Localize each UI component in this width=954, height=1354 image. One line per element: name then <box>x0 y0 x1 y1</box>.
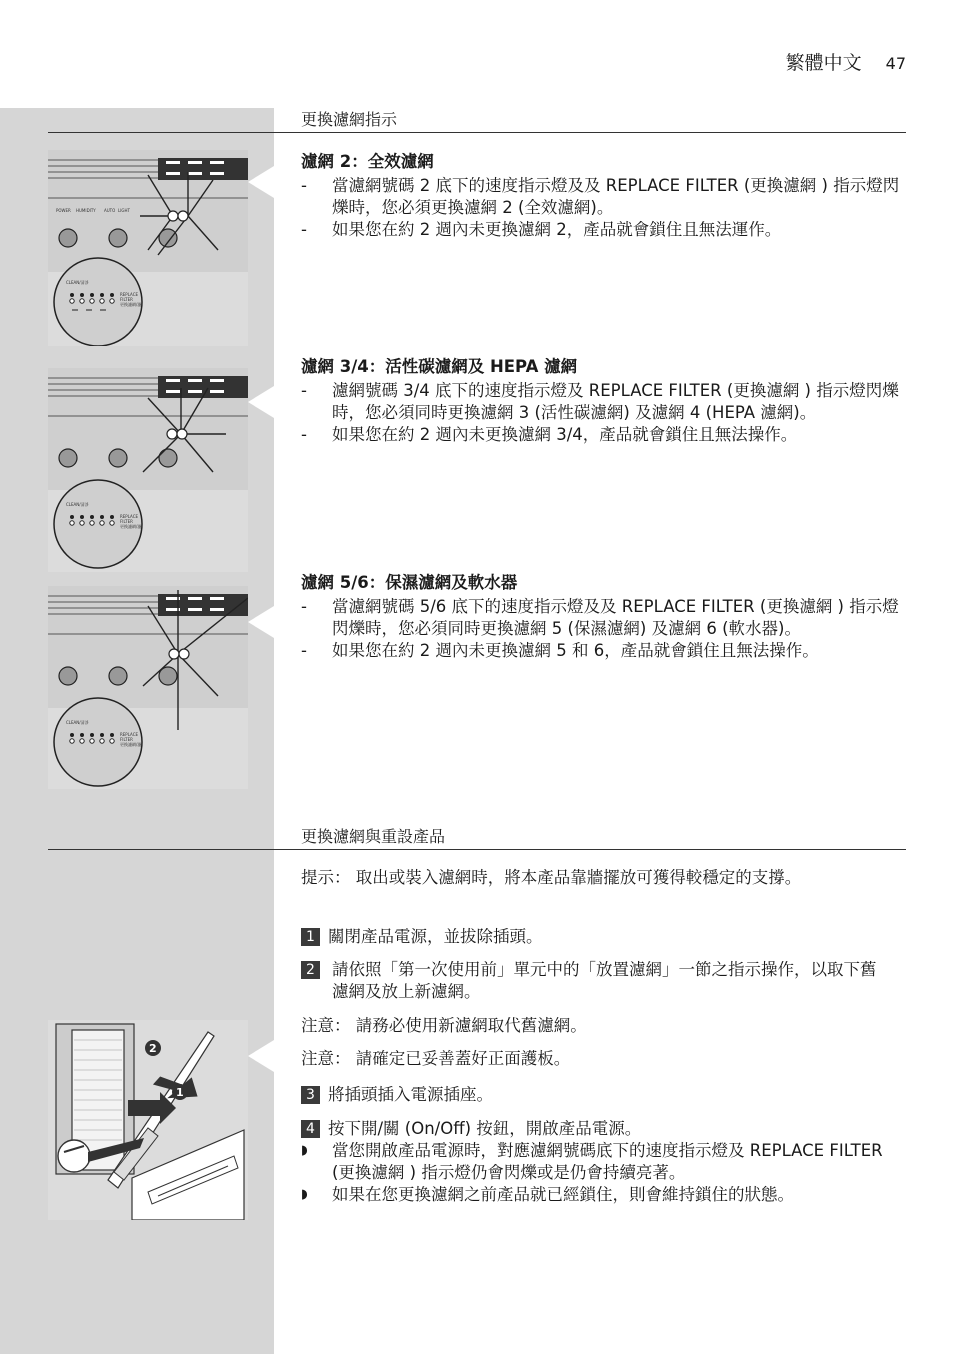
figure-pointer <box>248 1040 274 1072</box>
section-divider <box>48 849 906 850</box>
figure-pointer <box>248 166 274 198</box>
step-number: 2 <box>301 961 320 979</box>
section-divider <box>48 132 906 133</box>
replace-zh-label: 更換濾網/濾 <box>120 302 142 307</box>
step-number: 4 <box>301 1120 320 1138</box>
step-3: 3 將插頭插入電源插座。 <box>301 1084 891 1106</box>
section-title-filter-indicator: 更換濾網指示 <box>301 110 398 129</box>
step-1: 1 關閉產品電源，並拔除插頭。 <box>301 926 891 948</box>
list-item: - 當濾網號碼 5/6 底下的速度指示燈及及 REPLACE FILTER (更換濾網 ) 指示燈閃爍時，您必須同時更換濾網 5 (保濕濾網) 及濾網 6 (軟水器)。 <box>301 597 899 638</box>
svg-text:CLEAN/清淨: CLEAN/清淨 <box>66 502 89 507</box>
svg-text:REPLACE: REPLACE <box>120 514 139 519</box>
list-item: - 如果您在約 2 週內未更換濾網 3/4，產品就會鎖住且無法操作。 <box>301 425 798 444</box>
svg-text:更換濾網/濾: 更換濾網/濾 <box>120 524 142 529</box>
note-2: 注意： 請確定已妥善蓋好正面護板。 <box>301 1049 571 1068</box>
filter-label: FILTER <box>120 297 133 302</box>
page-number: 47 <box>885 54 906 73</box>
filter-56-block <box>301 572 907 662</box>
step-a-label: 2 <box>149 1042 157 1055</box>
step-number: 3 <box>301 1086 320 1104</box>
filter-2-heading: 濾網 2：全效濾網 <box>301 152 434 171</box>
section-title-replace-reset: 更換濾網與重設產品 <box>301 827 446 846</box>
svg-text:CLEAN/清淨: CLEAN/清淨 <box>66 720 89 725</box>
filter-34-block <box>301 356 907 446</box>
svg-text:更換濾網/濾: 更換濾網/濾 <box>120 742 142 747</box>
figure-pointer <box>248 386 274 418</box>
list-item: - 當濾網號碼 2 底下的速度指示燈及及 REPLACE FILTER (更換濾網 ) 指示燈閃爍時，您必須更換濾網 2 (全效濾網)。 <box>301 176 900 217</box>
step-2: 2 請依照「第一次使用前」單元中的「放置濾網」一節之指示操作，以取下舊濾網及放上新濾網。 <box>301 959 891 1003</box>
step-4: 4 按下開/關 (On/Off) 按鈕，開啟產品電源。 ◗ 當您開啟產品電源時，對應濾網號碼底下的速度指示燈及 REPLACE FILTER (更換濾網 ) 指示燈仍會閃爍或是仍會持續亮著。 ◗ 如果在您更換濾網之前產品就已經鎖住，則會維持鎖住的狀態。 <box>301 1118 891 1206</box>
note-1: 注意： 請務必使用新濾網取代舊濾網。 <box>301 1016 587 1035</box>
language-label: 繁體中文 <box>785 52 862 74</box>
control-panel-figure-3 <box>48 586 248 789</box>
svg-text:REPLACE: REPLACE <box>120 732 139 737</box>
svg-text:AUTO: AUTO <box>104 208 116 213</box>
replace-label: REPLACE <box>120 292 139 297</box>
svg-text:LIGHT: LIGHT <box>118 208 130 213</box>
list-item: - 如果您在約 2 週內未更換濾網 5 和 6，產品就會鎖住且無法操作。 <box>301 641 819 660</box>
svg-text:FILTER: FILTER <box>120 519 133 524</box>
list-item: - 如果您在約 2 週內未更換濾網 2，產品就會鎖住且無法運作。 <box>301 220 782 239</box>
figure-pointer <box>248 606 274 638</box>
filter-34-heading: 濾網 3/4：活性碳濾網及 HEPA 濾網 <box>301 357 578 376</box>
filter-2-block <box>301 151 907 241</box>
tip-text: 提示： 取出或裝入濾網時，將本產品靠牆擺放可獲得較穩定的支撐。 <box>301 868 802 887</box>
svg-text:POWER: POWER <box>56 208 71 213</box>
control-panel-figure-2 <box>48 368 248 572</box>
control-panel-figure-1 <box>48 150 248 346</box>
filter-56-heading: 濾網 5/6：保濕濾網及軟水器 <box>301 573 518 592</box>
page-header <box>786 48 906 75</box>
list-item: - 濾網號碼 3/4 底下的速度指示燈及 REPLACE FILTER (更換濾網 ) 指示燈閃爍時，您必須同時更換濾網 3 (活性碳濾網) 及濾網 4 (HEPA 濾網)。 <box>301 381 899 422</box>
step-number: 1 <box>301 928 320 946</box>
step-b-label: 1 <box>176 1086 184 1099</box>
clean-label: CLEAN/清淨 <box>66 280 89 285</box>
svg-text:FILTER: FILTER <box>120 737 133 742</box>
result-bullet: ◗ 當您開啟產品電源時，對應濾網號碼底下的速度指示燈及 REPLACE FILTER (更換濾網 ) 指示燈仍會閃爍或是仍會持續亮著。 <box>301 1141 883 1182</box>
svg-text:HUMIDITY: HUMIDITY <box>76 208 96 213</box>
filter-removal-figure <box>48 1020 248 1220</box>
result-bullet: ◗ 如果在您更換濾網之前產品就已經鎖住，則會維持鎖住的狀態。 <box>301 1185 794 1204</box>
